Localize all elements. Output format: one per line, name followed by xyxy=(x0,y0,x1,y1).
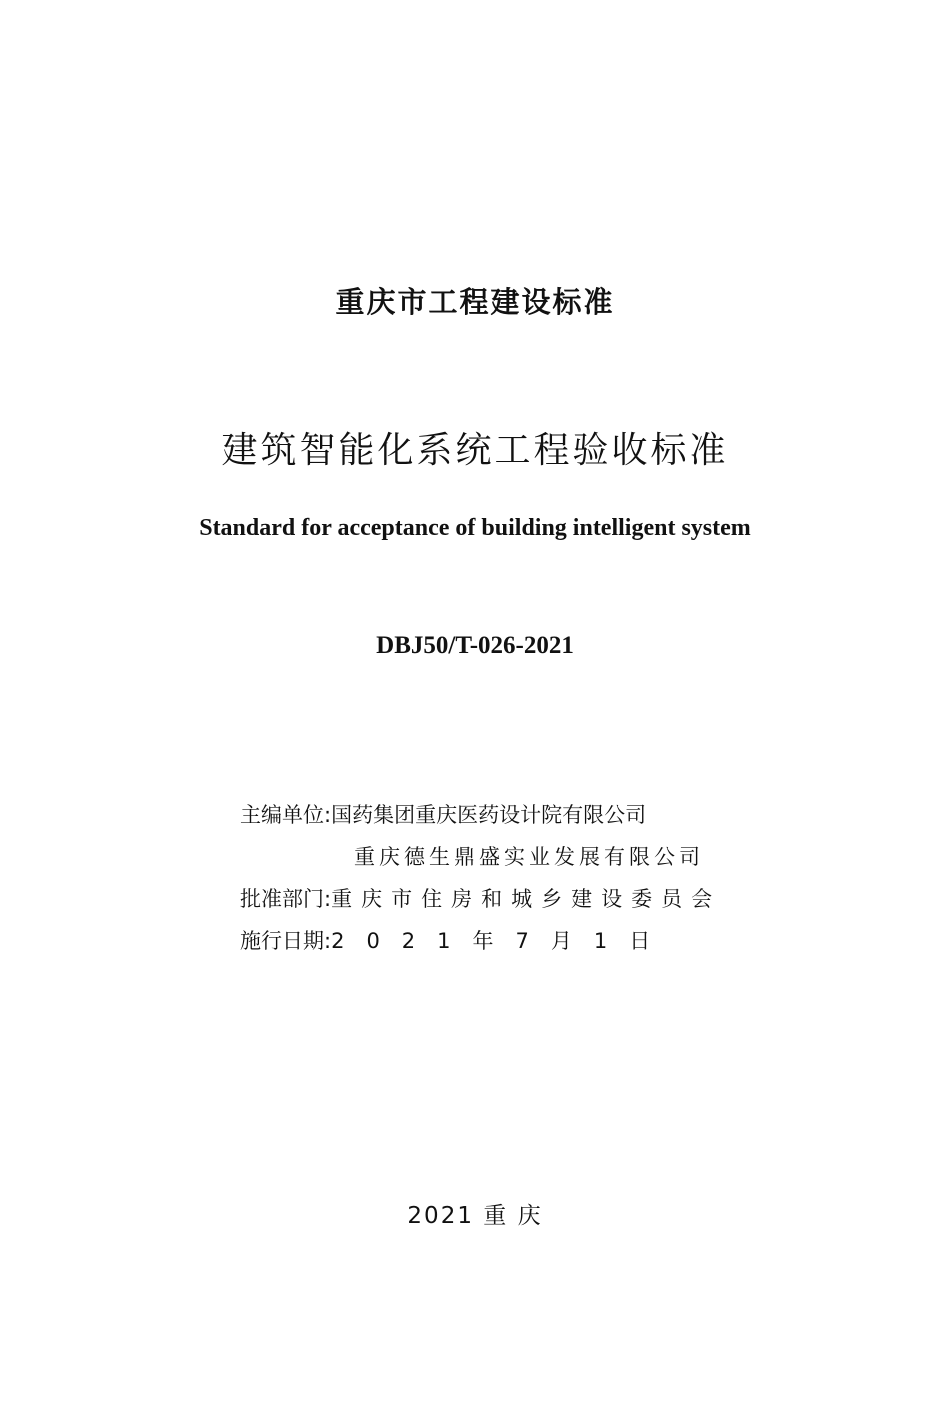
chief-editor-row xyxy=(240,800,646,830)
chief-editor-row-2 xyxy=(354,842,704,872)
title-chinese: 建筑智能化系统工程验收标准 xyxy=(221,430,729,471)
standard-code: DBJ50/T-026-2021 xyxy=(376,632,574,659)
effective-date: 2021年7月1日 xyxy=(331,929,673,953)
date-label: 施行日期: xyxy=(240,929,332,953)
approver-row xyxy=(240,884,721,914)
chief-editor-1: 国药集团重庆医药设计院有限公司 xyxy=(331,803,647,827)
approver: 重庆市住房和城乡建设委员会 xyxy=(331,887,722,911)
chief-editor-2: 重庆德生鼎盛实业发展有限公司 xyxy=(354,845,704,869)
date-row xyxy=(240,926,672,956)
title-english: Standard for acceptance of building intelligent system xyxy=(199,515,751,541)
chief-editor-label: 主编单位: xyxy=(240,803,332,827)
publication-year-place: 2021 重 庆 xyxy=(407,1203,543,1229)
approver-label: 批准部门: xyxy=(240,887,332,911)
standard-series: 重庆市工程建设标准 xyxy=(335,285,615,319)
